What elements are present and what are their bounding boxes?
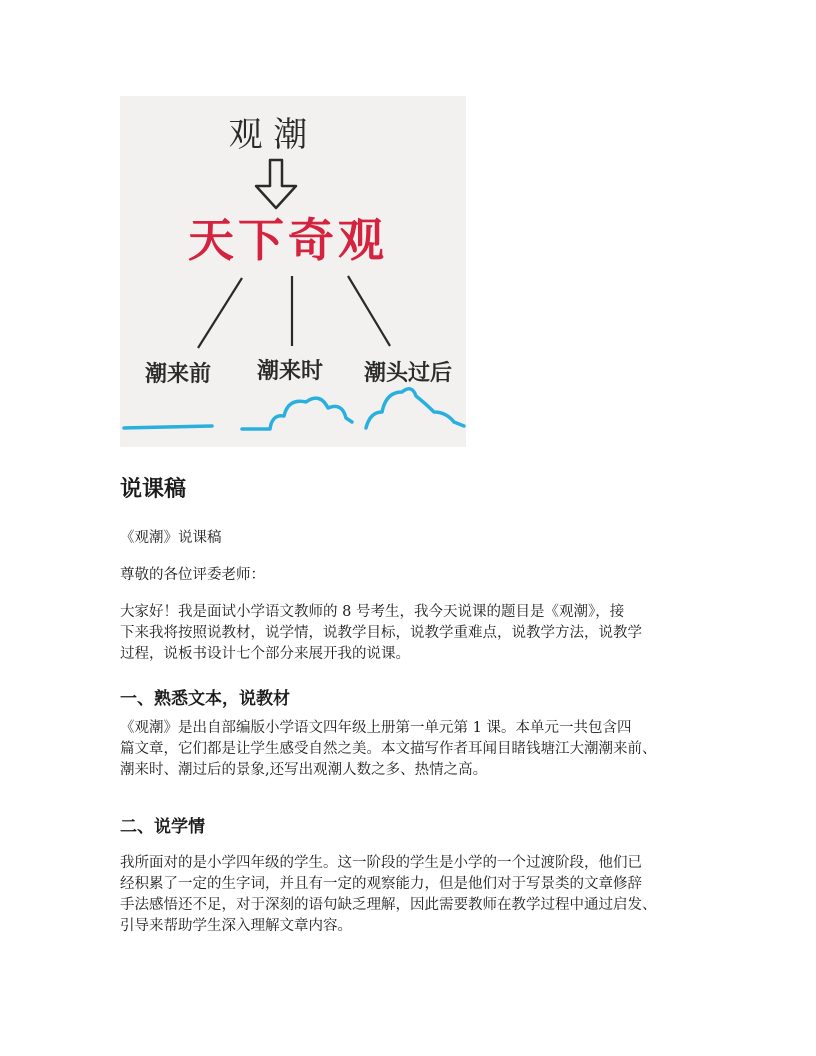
intro-line: 下来我将按照说教材，说学情，说教学目标，说教学重难点，说教学方法，说教学 bbox=[120, 625, 642, 641]
blackboard-design-image bbox=[120, 96, 466, 447]
doc-subtitle: 《观潮》说课稿 bbox=[120, 530, 222, 546]
wave-line-high bbox=[366, 389, 464, 428]
intro-line: 大家好！我是面试小学语文教师的 8 号考生，我今天说课的题目是《观潮》，接 bbox=[120, 604, 625, 620]
section1-line: 潮来时、潮过后的景象,还写出观潮人数之多、热情之高。 bbox=[120, 762, 488, 778]
section2-heading: 二、说学情 bbox=[120, 817, 205, 837]
figure-center-text: 天下奇观 bbox=[188, 213, 388, 267]
intro-line: 过程，说板书设计七个部分来展开我的说课。 bbox=[120, 646, 410, 662]
branch-label-3: 潮头过后 bbox=[363, 361, 453, 386]
page-heading: 说课稿 bbox=[120, 477, 187, 502]
wave-line-rising bbox=[242, 398, 352, 429]
section2-line: 引导来帮助学生深入理解文章内容。 bbox=[120, 918, 352, 934]
section1-line: 篇文章，它们都是让学生感受自然之美。本文描写作者耳闻目睹钱塘江大潮潮来前、 bbox=[120, 741, 657, 757]
branch-label-1: 潮来前 bbox=[144, 362, 212, 387]
branch-label-2: 潮来时 bbox=[256, 359, 324, 384]
section2-line: 我所面对的是小学四年级的学生。这一阶段的学生是小学的一个过渡阶段，他们已 bbox=[120, 855, 642, 871]
branch-line-right bbox=[348, 276, 390, 346]
branch-line-left bbox=[198, 278, 242, 348]
section2-line: 手法感悟还不足，对于深刻的语句缺乏理解，因此需要教师在教学过程中通过启发、 bbox=[120, 897, 657, 913]
section2-line: 经积累了一定的生字词，并且有一定的观察能力，但是他们对于写景类的文章修辞 bbox=[120, 876, 642, 892]
wave-line-calm bbox=[124, 426, 212, 428]
section1-heading: 一、熟悉文本，说教材 bbox=[120, 689, 290, 709]
section1-line: 《观潮》是出自部编版小学语文四年级上册第一单元第 1 课。本单元一共包含四 bbox=[120, 720, 632, 736]
down-arrow-icon bbox=[256, 160, 296, 208]
greeting-text: 尊敬的各位评委老师： bbox=[120, 567, 265, 583]
figure-title: 观 潮 bbox=[228, 115, 308, 155]
